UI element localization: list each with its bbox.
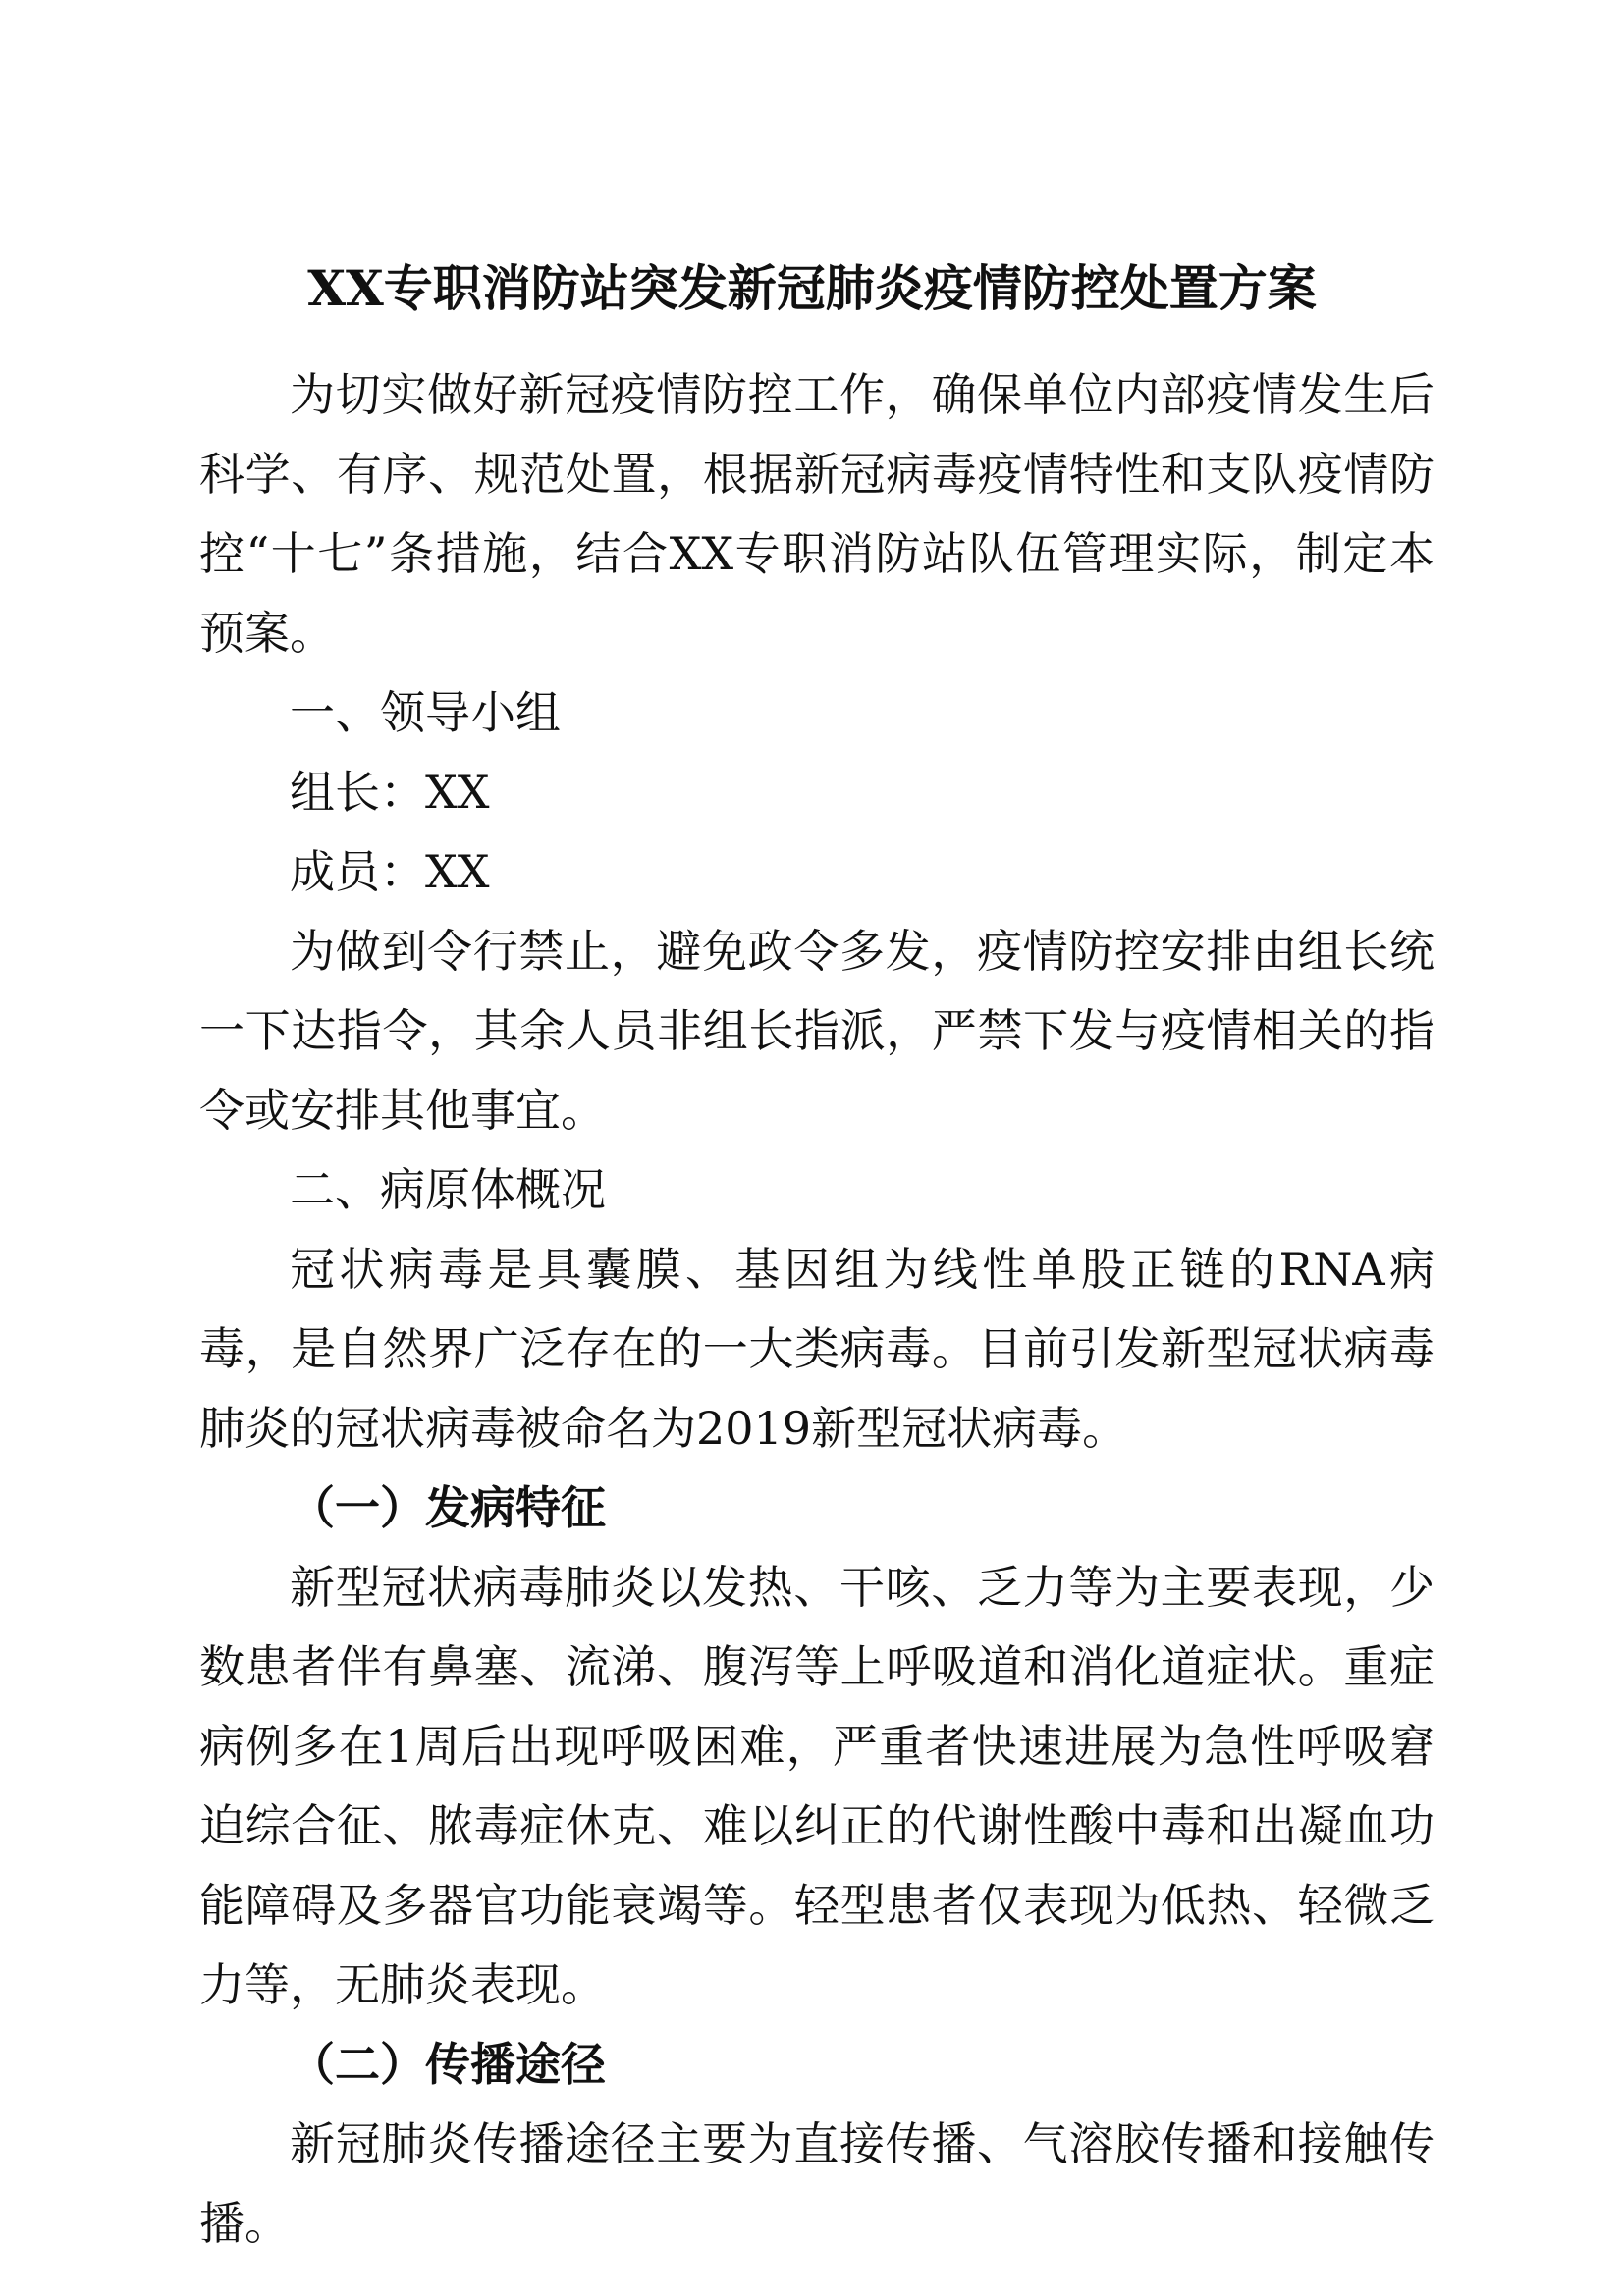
subsection-1-heading: （一）发病特征	[290, 1481, 606, 1534]
section-2-heading: 二、病原体概况	[290, 1163, 606, 1216]
group-leader-line: 组长：XX	[290, 766, 490, 819]
document-title: XX专职消防站突发新冠肺炎疫情防控处置方案	[307, 259, 1317, 317]
group-members-line: 成员：XX	[290, 845, 490, 898]
subsection-1-paragraph: 新型冠状病毒肺炎以发热、干咳、乏力等为主要表现，少数患者伴有鼻塞、流涕、腹泻等上呼吸道和消化道症状。重症病例多在1周后出现呼吸困难，严重者快速进展为急性呼吸窘迫综合征、脓毒症休克、难以纠正的代谢性酸中毒和出凝血功能障碍及多器官功能衰竭等。轻型患者仅表现为低热、轻微乏力等，无肺炎表现。	[199, 1561, 1435, 2011]
section-2-paragraph: 冠状病毒是具囊膜、基因组为线性单股正链的RNA病毒，是自然界广泛存在的一大类病毒。目前引发新型冠状病毒肺炎的冠状病毒被命名为2019新型冠状病毒。	[199, 1243, 1435, 1455]
section-1-heading: 一、领导小组	[290, 686, 561, 739]
subsection-2-paragraph: 新冠肺炎传播途径主要为直接传播、气溶胶传播和接触传播。	[199, 2117, 1435, 2250]
document-body	[199, 355, 1435, 2264]
intro-paragraph: 为切实做好新冠疫情防控工作，确保单位内部疫情发生后科学、有序、规范处置，根据新冠病毒疫情特性和支队疫情防控“十七”条措施，结合XX专职消防站队伍管理实际，制定本预案。	[199, 368, 1435, 660]
subsection-2-heading: （二）传播途径	[290, 2038, 606, 2091]
section-1-paragraph: 为做到令行禁止，避免政令多发，疫情防控安排由组长统一下达指令，其余人员非组长指派，严禁下发与疫情相关的指令或安排其他事宜。	[199, 925, 1435, 1137]
